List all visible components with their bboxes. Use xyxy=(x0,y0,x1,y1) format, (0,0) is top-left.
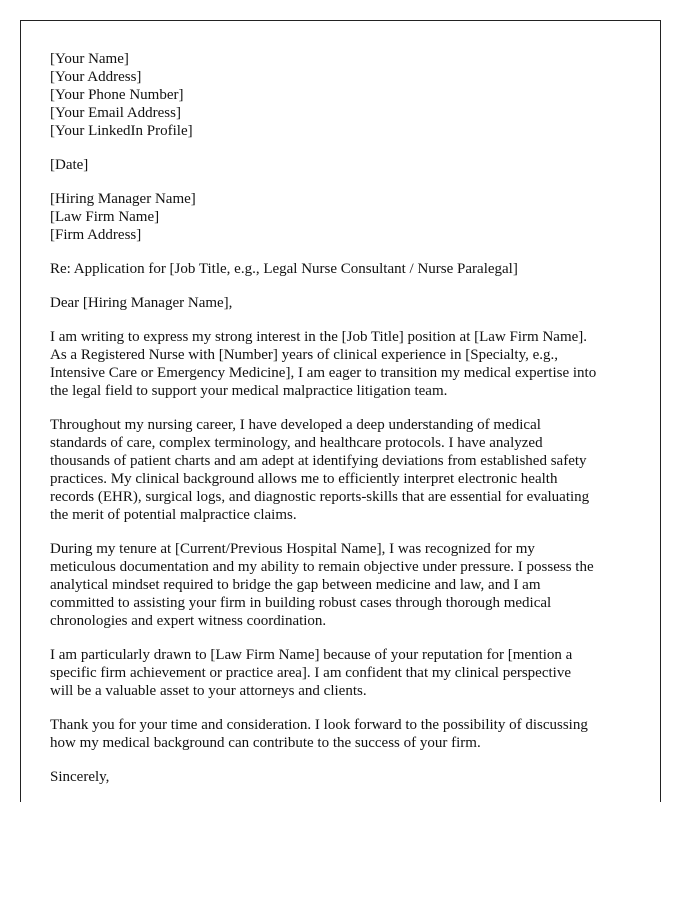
sender-address: [Your Address] xyxy=(50,69,142,85)
salutation: Dear [Hiring Manager Name], xyxy=(50,295,233,311)
paragraph-tenure xyxy=(50,540,650,630)
paragraph-line: meticulous documentation and my ability to remain objective under pressure. I possess the xyxy=(50,559,594,575)
paragraph-intro xyxy=(50,328,650,400)
sender-phone: [Your Phone Number] xyxy=(50,87,184,103)
paragraph-line: Thank you for your time and consideration. I look forward to the possibility of discussing xyxy=(50,717,588,733)
date-block xyxy=(50,156,650,174)
paragraph-line: chronologies and expert witness coordination. xyxy=(50,613,327,629)
recipient-block xyxy=(50,190,650,244)
sender-block xyxy=(50,50,650,140)
sender-linkedin: [Your LinkedIn Profile] xyxy=(50,123,193,139)
closing: Sincerely, xyxy=(50,769,110,785)
paragraph-line: will be a valuable asset to your attorneys and clients. xyxy=(50,683,367,699)
paragraph-firm-interest xyxy=(50,646,650,700)
paragraph-line: During my tenure at [Current/Previous Hospital Name], I was recognized for my xyxy=(50,541,535,557)
paragraph-experience xyxy=(50,416,650,524)
paragraph-thanks xyxy=(50,716,650,752)
paragraph-line: Intensive Care or Emergency Medicine], I am eager to transition my medical expertise into xyxy=(50,365,597,381)
paragraph-line: the legal field to support your medical malpractice litigation team. xyxy=(50,383,448,399)
subject-line: Re: Application for [Job Title, e.g., Legal Nurse Consultant / Nurse Paralegal] xyxy=(50,261,518,277)
paragraph-line: analytical mindset required to bridge the gap between medicine and law, and I am xyxy=(50,577,541,593)
paragraph-line: the merit of potential malpractice claims. xyxy=(50,507,297,523)
sender-email: [Your Email Address] xyxy=(50,105,181,121)
recipient-name: [Hiring Manager Name] xyxy=(50,191,196,207)
sender-name: [Your Name] xyxy=(50,51,129,67)
paragraph-line: how my medical background can contribute to the success of your firm. xyxy=(50,735,481,751)
recipient-firm: [Law Firm Name] xyxy=(50,209,160,225)
letter-date: [Date] xyxy=(50,157,89,173)
paragraph-line: thousands of patient charts and am adept at identifying deviations from established safety xyxy=(50,453,587,469)
paragraph-line: I am particularly drawn to [Law Firm Name] because of your reputation for [mention a xyxy=(50,647,573,663)
paragraph-line: As a Registered Nurse with [Number] years of clinical experience in [Specialty, e.g., xyxy=(50,347,559,363)
paragraph-line: practices. My clinical background allows me to efficiently interpret electronic health xyxy=(50,471,558,487)
paragraph-line: specific firm achievement or practice area]. I am confident that my clinical perspective xyxy=(50,665,571,681)
letter-body xyxy=(50,50,650,802)
paragraph-line: Throughout my nursing career, I have developed a deep understanding of medical xyxy=(50,417,541,433)
recipient-address: [Firm Address] xyxy=(50,227,142,243)
paragraph-line: records (EHR), surgical logs, and diagnostic reports-skills that are essential for evaluating xyxy=(50,489,590,505)
letter-page xyxy=(20,20,661,802)
paragraph-line: I am writing to express my strong interest in the [Job Title] position at [Law Firm Name]. xyxy=(50,329,588,345)
paragraph-line: committed to assisting your firm in building robust cases through thorough medical xyxy=(50,595,552,611)
paragraph-line: standards of care, complex terminology, and healthcare protocols. I have analyzed xyxy=(50,435,543,451)
